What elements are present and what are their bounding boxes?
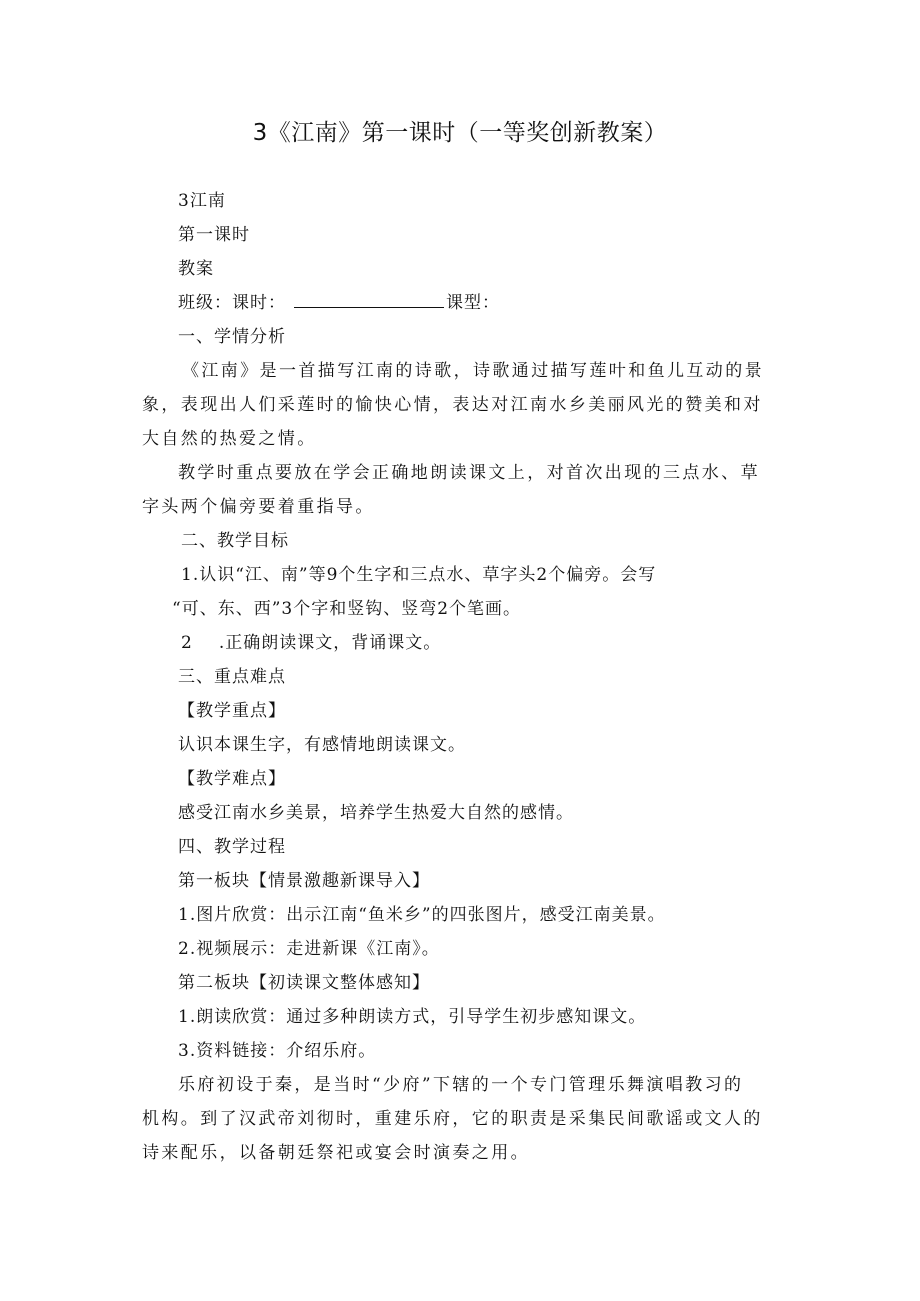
goal-2-number: 2 — [181, 633, 193, 653]
block-2-item-1: 1.朗读欣赏：通过多种朗读方式，引导学生初步感知课文。 — [178, 1007, 647, 1027]
paragraph-3-line-2: 机构。到了汉武帝刘彻时，重建乐府，它的职责是采集民间歌谣或文人的 — [142, 1109, 763, 1129]
paragraph-1-line-1: 《江南》是一首描写江南的诗歌，诗歌通过描写莲叶和鱼儿互动的景 — [182, 361, 764, 381]
difficulty-text: 感受江南水乡美景，培养学生热爱大自然的感情。 — [178, 803, 574, 823]
lesson-plan-line: 教案 — [178, 259, 214, 279]
goal-1-line-1: 1.认识“江、南”等9个生字和三点水、草字头2个偏旁。会写 — [181, 565, 657, 585]
document-body — [142, 184, 790, 1170]
fill-blank — [294, 287, 444, 308]
section-heading-2: 二、教学目标 — [181, 531, 289, 551]
block-1-heading: 第一板块【情景激趣新课导入】 — [178, 871, 430, 891]
class-label: 班级：课时： — [178, 293, 286, 313]
paragraph-3-line-3: 诗来配乐，以备朝廷祭祀或宴会时演奏之用。 — [142, 1143, 530, 1163]
paragraph-2-line-2: 字头两个偏旁要着重指导。 — [142, 497, 375, 517]
document-title: 3《江南》第一课时（一等奖创新教案） — [252, 120, 668, 146]
block-1-item-1: 1.图片欣赏：出示江南“鱼米乡”的四张图片，感受江南美景。 — [178, 905, 666, 925]
block-1-item-2: 2.视频展示：走进新课《江南》。 — [178, 939, 440, 959]
difficulty-heading: 【教学难点】 — [178, 769, 286, 789]
goal-2-line — [178, 626, 790, 660]
block-2-item-3: 3.资料链接：介绍乐府。 — [178, 1041, 377, 1061]
paragraph-1-line-2: 象，表现出人们采莲时的愉快心情，表达对江南水乡美丽风光的赞美和对 — [142, 395, 763, 415]
lesson-number-line: 3江南 — [178, 191, 226, 211]
section-heading-4: 四、教学过程 — [178, 837, 286, 857]
paragraph-1-line-3: 大自然的热爱之情。 — [142, 429, 317, 449]
lesson-period-line: 第一课时 — [178, 225, 250, 245]
section-heading-1: 一、学情分析 — [178, 327, 286, 347]
focus-text: 认识本课生字，有感情地朗读课文。 — [178, 735, 466, 755]
goal-1-line-2: “可、东、西”3个字和竖钩、竖弯2个笔画。 — [172, 599, 522, 619]
block-2-heading: 第二板块【初读课文整体感知】 — [178, 973, 430, 993]
paragraph-2-line-1: 教学时重点要放在学会正确地朗读课文上，对首次出现的三点水、草 — [178, 463, 760, 483]
class-info-line — [178, 286, 790, 320]
type-label: 课型： — [446, 293, 500, 313]
paragraph-3-line-1: 乐府初设于秦，是当时“少府”下辖的一个专门管理乐舞演唱教习的 — [178, 1075, 744, 1095]
goal-2-text: .正确朗读课文，背诵课文。 — [218, 633, 442, 653]
focus-heading: 【教学重点】 — [178, 701, 286, 721]
section-heading-3: 三、重点难点 — [178, 667, 286, 687]
